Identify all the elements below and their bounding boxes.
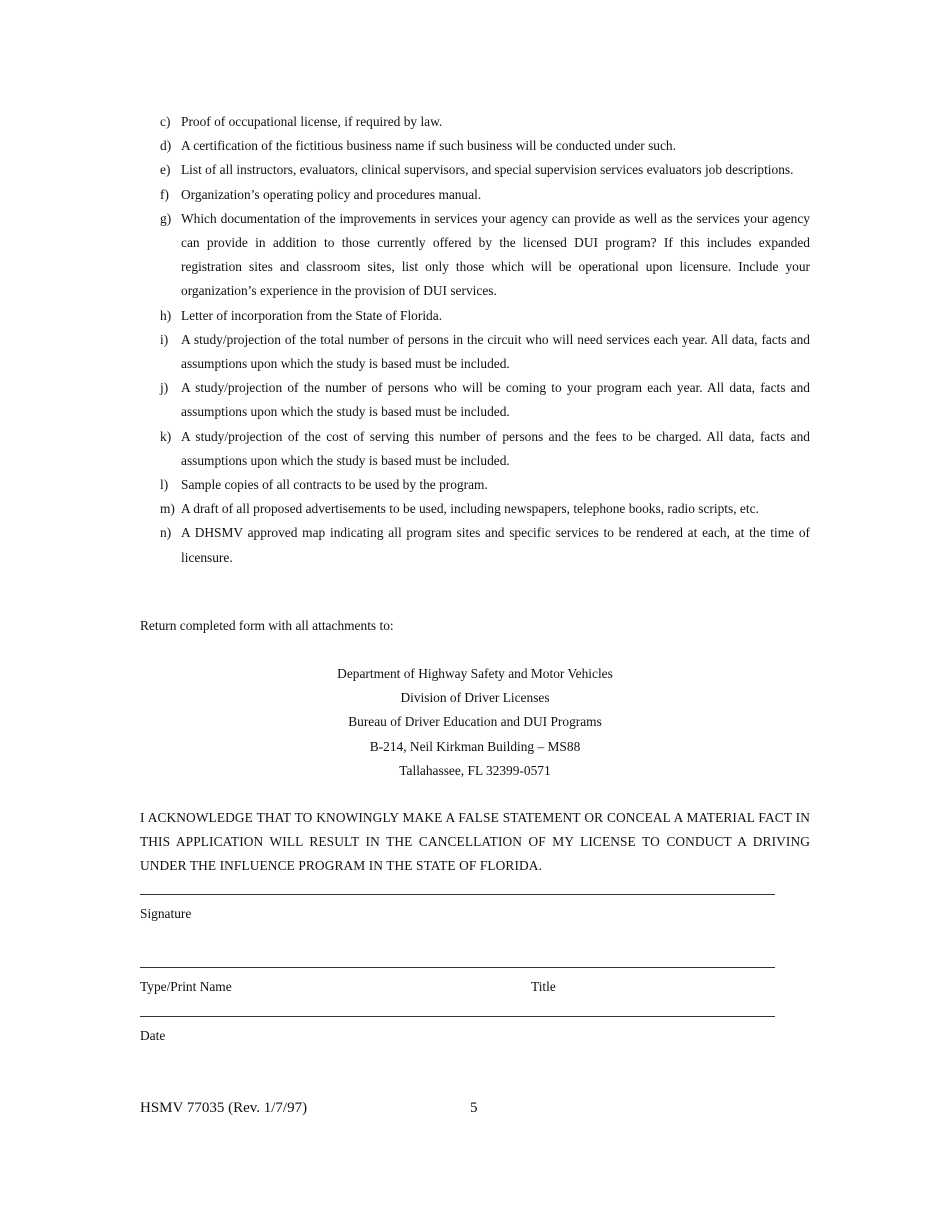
list-item — [160, 328, 810, 376]
list-item-text: Proof of occupational license, if required by law. — [181, 114, 443, 129]
acknowledgement-statement: I ACKNOWLEDGE THAT TO KNOWINGLY MAKE A FALSE STATEMENT OR CONCEAL A MATERIAL FACT IN THIS APPLICATION WILL RESULT IN THE CANCELLATION OF MY LICENSE TO CONDUCT A DRIVING UNDER THE INFLUENCE PROGRAM IN THE STATE OF FLORIDA. — [140, 810, 810, 874]
list-item-text: A study/projection of the cost of serving this number of persons and the fees to be charged. All data, facts and assumptions upon which the study is based must be included. — [181, 428, 810, 468]
mailing-address — [140, 662, 810, 783]
list-item-text: A study/projection of the total number of persons in the circuit who will need services each year. All data, facts and assumptions upon which the study is based must be included. — [181, 331, 810, 372]
page-number: 5 — [470, 1100, 478, 1116]
address-line: Division of Driver Licenses — [400, 690, 550, 706]
list-item — [160, 110, 810, 134]
list-item-label: e) — [160, 162, 171, 178]
form-number: HSMV 77035 (Rev. 1/7/97) — [140, 1100, 308, 1116]
address-line: B-214, Neil Kirkman Building – MS88 — [369, 738, 581, 754]
list-item — [160, 183, 810, 207]
print-name-label: Type/Print Name — [140, 979, 232, 994]
return-instructions: Return completed form with all attachments to: — [140, 618, 394, 633]
list-item — [160, 425, 810, 473]
list-item — [160, 158, 810, 182]
date-line[interactable] — [140, 1016, 775, 1017]
list-item-text: Organization’s operating policy and procedures manual. — [181, 186, 482, 202]
list-item — [160, 304, 810, 328]
list-item — [160, 497, 810, 521]
title-label: Title — [531, 979, 556, 994]
list-item-label: n) — [160, 525, 172, 541]
list-item-label: k) — [160, 428, 172, 444]
list-item — [160, 521, 810, 569]
list-item — [160, 207, 810, 304]
requirements-list — [160, 110, 810, 570]
list-item-label: j) — [160, 380, 169, 396]
list-item-label: g) — [160, 210, 172, 226]
list-item-text: Letter of incorporation from the State of Florida. — [181, 307, 443, 323]
list-item-label: i) — [160, 331, 169, 347]
list-item-label: d) — [160, 138, 172, 154]
list-item-label: h) — [160, 307, 172, 323]
list-item-label: c) — [160, 114, 171, 129]
list-item-label: m) — [160, 501, 175, 517]
list-item — [160, 473, 810, 497]
list-item — [160, 376, 810, 424]
list-item-text: List of all instructors, evaluators, clinical supervisors, and special supervision services evaluators job descriptions. — [181, 162, 794, 178]
list-item-label: f) — [160, 186, 169, 202]
list-item-text: A certification of the fictitious business name if such business will be conducted under such. — [181, 138, 676, 154]
list-item-text: Sample copies of all contracts to be used by the program. — [181, 477, 488, 493]
date-label: Date — [140, 1028, 166, 1043]
list-item-label: l) — [160, 477, 169, 493]
list-item-text: Which documentation of the improvements in services your agency can provide as well as the services your agency can provide in addition to those currently offered by the licensed DUI program? If this includes expanded registration sites and classroom sites, list only those which will be operational upon licensure. Include your organization’s experience in the provision of DUI services. — [181, 210, 810, 299]
list-item — [160, 134, 810, 158]
print-name-title-line[interactable] — [140, 967, 775, 968]
list-item-text: A DHSMV approved map indicating all program sites and specific services to be rendered at each, at the time of licensure. — [181, 525, 810, 565]
list-item-text: A study/projection of the number of persons who will be coming to your program each year. All data, facts and assumptions upon which the study is based must be included. — [181, 380, 810, 420]
list-item-text: A draft of all proposed advertisements to be used, including newspapers, telephone books, radio scripts, etc. — [181, 501, 759, 517]
address-line: Department of Highway Safety and Motor Vehicles — [337, 666, 613, 681]
address-line: Bureau of Driver Education and DUI Programs — [348, 714, 602, 730]
signature-label: Signature — [140, 906, 192, 921]
signature-line[interactable] — [140, 894, 775, 895]
address-line: Tallahassee, FL 32399-0571 — [399, 762, 551, 778]
